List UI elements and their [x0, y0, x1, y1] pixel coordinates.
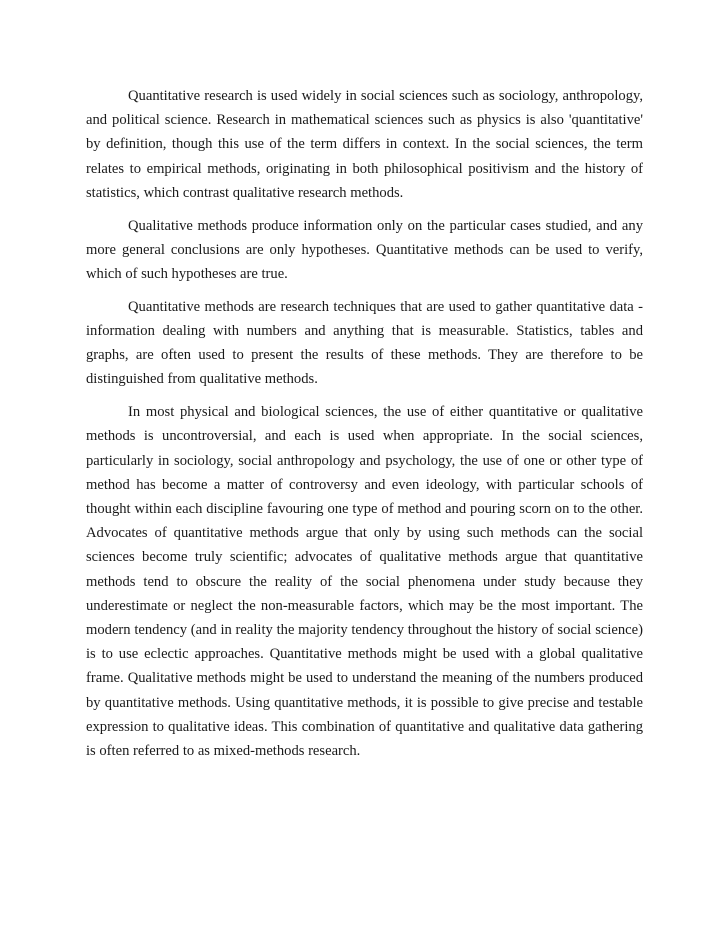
document-body — [86, 84, 643, 772]
paragraph-quantitative-research-intro: Quantitative research is used widely in social sciences such as sociology, anthropology, and political science. Research in mathematical sciences such as physics is also 'quantitative' by definition, though this use of the term differs in context. In the social sciences, the term relates to empirical methods, originating in both philosophical positivism and the history of statistics, which contrast qualitative research methods. — [86, 88, 643, 201]
paragraph-methods-controversy: In most physical and biological sciences, the use of either quantitative or qualitative methods is uncontroversial, and each is used when appropriate. In the social sciences, particularly in sociology, social anthropology and psychology, the use of one or other type of method has become a matter of controversy and even ideology, with particular schools of thought within each discipline favouring one type of method and pouring scorn on to the other. Advocates of quantitative methods argue that only by using such methods can the social sciences become truly scientific; advocates of qualitative methods argue that quantitative methods tend to obscure the reality of the social phenomena under study because they underestimate or neglect the non-measurable factors, which may be the most important. The modern tendency (and in reality the majority tendency throughout the history of social science) is to use eclectic approaches. Quantitative methods might be used with a global qualitative frame. Qualitative methods might be used to understand the meaning of the numbers produced by quantitative methods. Using quantitative methods, it is possible to give precise and testable expression to qualitative ideas. This combination of quantitative and qualitative data gathering is often referred to as mixed-methods research. — [86, 404, 643, 760]
paragraph-qualitative-methods: Qualitative methods produce information only on the particular cases studied, and any more general conclusions are only hypotheses. Quantitative methods can be used to verify, which of such hypotheses are true. — [86, 217, 643, 283]
paragraph-quantitative-methods-definition: Quantitative methods are research techniques that are used to gather quantitative data - information dealing with numbers and anything that is measurable. Statistics, tables and graphs, are often used to present the results of these methods. They are therefore to be distinguished from qualitative methods. — [86, 298, 643, 388]
